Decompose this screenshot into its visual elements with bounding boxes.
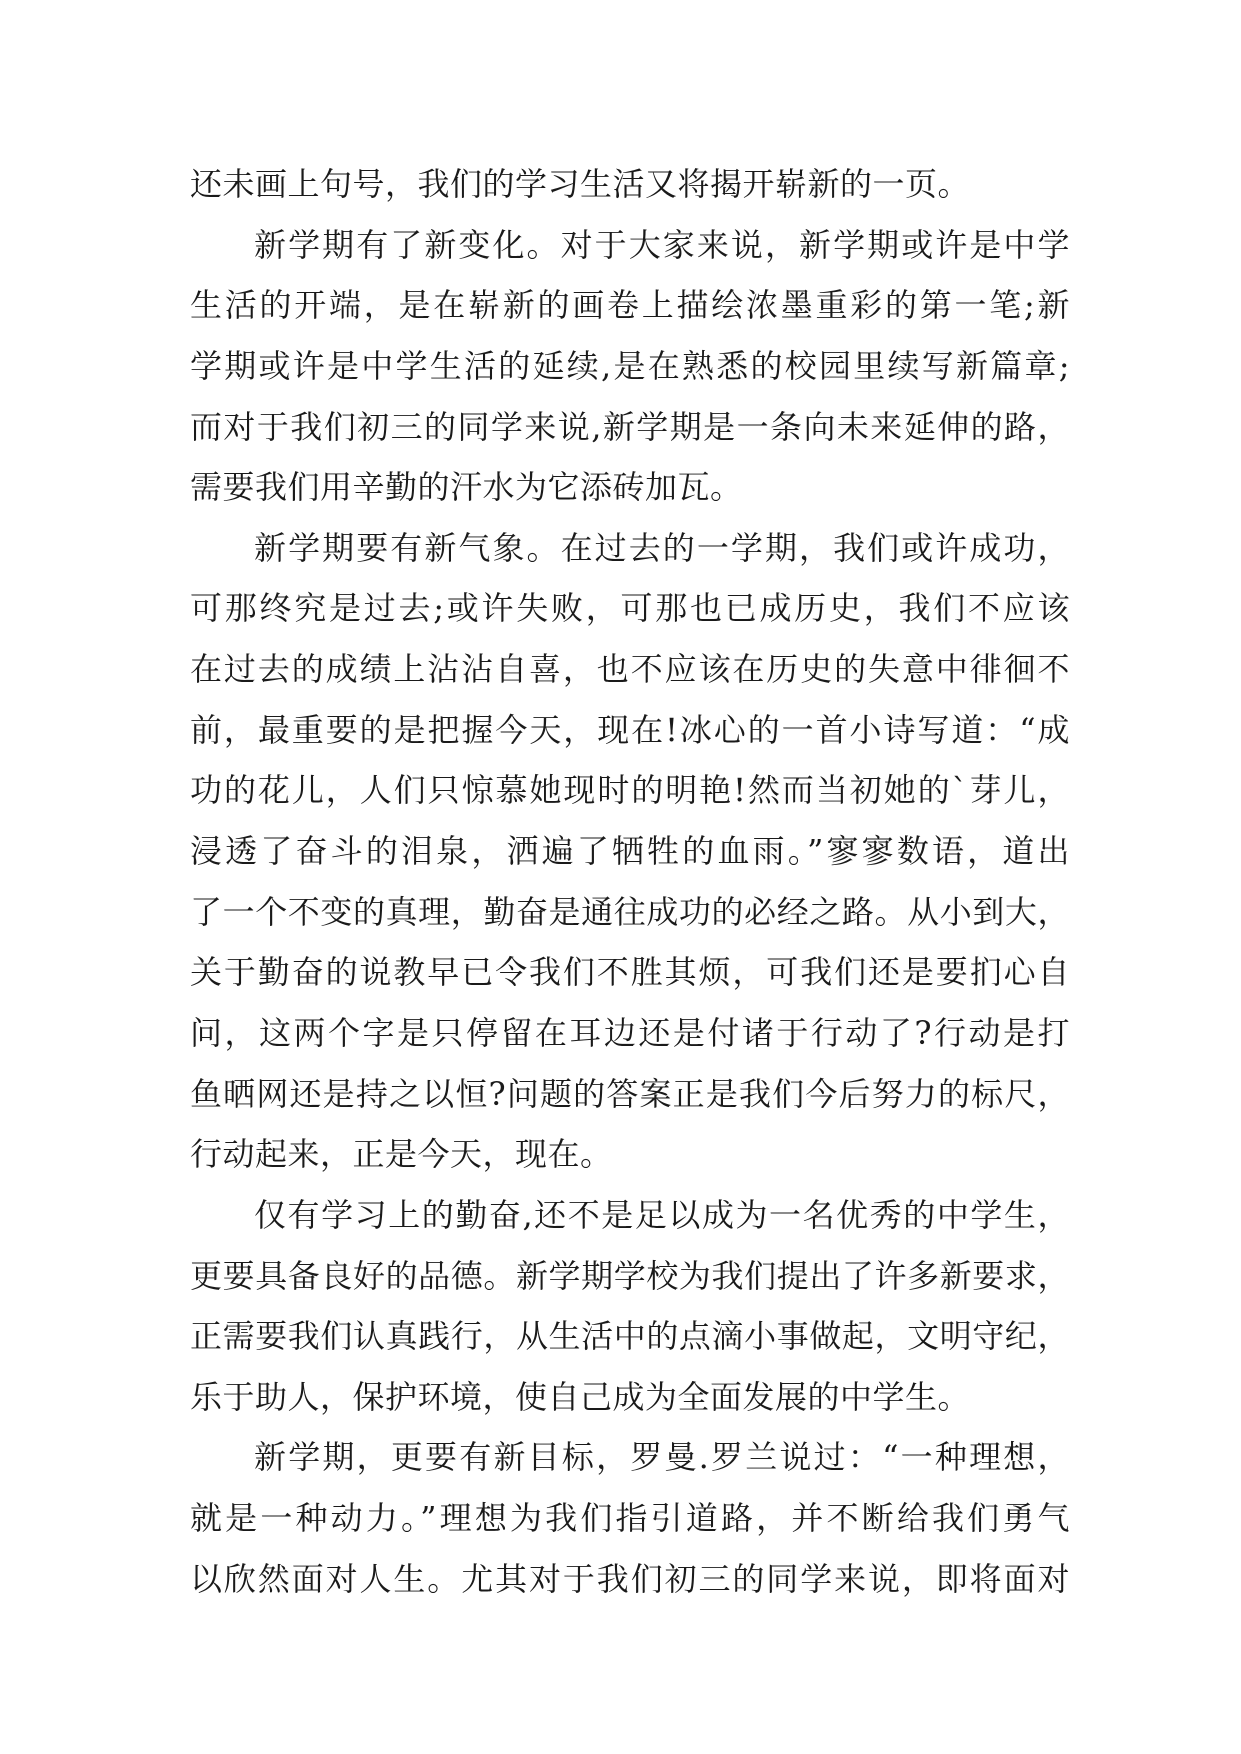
text-line: 前，最重要的是把握今天，现在!冰心的一首小诗写道：“成 bbox=[190, 710, 1070, 749]
body-text bbox=[190, 154, 1070, 1609]
text-line: 还未画上句号，我们的学习生活又将揭开崭新的一页。 bbox=[190, 165, 971, 203]
text-line: 乐于助人，保护环境，使自己成为全面发展的中学生。 bbox=[190, 1377, 971, 1416]
text-line: 浸透了奋斗的泪泉，洒遍了牺牲的血雨。”寥寥数语，道出 bbox=[190, 832, 1070, 871]
text-line: 以欣然面对人生。尤其对于我们初三的同学来说，即将面对 bbox=[190, 1559, 1070, 1598]
text-line: 鱼晒网还是持之以恒?问题的答案正是我们今后努力的标尺， bbox=[190, 1074, 1070, 1113]
text-line: 行动起来，正是今天，现在。 bbox=[190, 1135, 613, 1174]
text-line: 了一个不变的真理，勤奋是通往成功的必经之路。从小到大， bbox=[190, 892, 1070, 931]
text-line: 正需要我们认真践行，从生活中的点滴小事做起，文明守纪， bbox=[190, 1317, 1070, 1356]
text-line: 仅有学习上的勤奋,还不是足以成为一名优秀的中学生， bbox=[254, 1195, 1070, 1234]
text-line: 功的花儿，人们只惊慕她现时的明艳!然而当初她的`芽儿， bbox=[190, 771, 1070, 810]
text-line: 可那终究是过去;或许失败，可那也已成历史，我们不应该 bbox=[190, 589, 1070, 628]
text-line: 而对于我们初三的同学来说,新学期是一条向未来延伸的路， bbox=[190, 407, 1070, 446]
text-line: 更要具备良好的品德。新学期学校为我们提出了许多新要求， bbox=[190, 1256, 1070, 1295]
text-line: 生活的开端，是在崭新的画卷上描绘浓墨重彩的第一笔;新 bbox=[190, 286, 1070, 325]
text-line: 问，这两个字是只停留在耳边还是付诸于行动了?行动是打 bbox=[190, 1013, 1070, 1052]
text-line: 学期或许是中学生活的延续,是在熟悉的校园里续写新篇章; bbox=[190, 346, 1070, 385]
text-line: 新学期，更要有新目标，罗曼.罗兰说过：“一种理想， bbox=[254, 1438, 1070, 1477]
text-line: 新学期有了新变化。对于大家来说，新学期或许是中学 bbox=[254, 225, 1070, 264]
text-line: 新学期要有新气象。在过去的一学期，我们或许成功， bbox=[254, 528, 1070, 567]
text-line: 在过去的成绩上沾沾自喜，也不应该在历史的失意中徘徊不 bbox=[190, 650, 1070, 689]
text-line: 就是一种动力。”理想为我们指引道路，并不断给我们勇气 bbox=[190, 1499, 1070, 1538]
text-line: 关于勤奋的说教早已令我们不胜其烦，可我们还是要扪心自 bbox=[190, 953, 1070, 992]
text-line: 需要我们用辛勤的汗水为它添砖加瓦。 bbox=[190, 468, 743, 507]
